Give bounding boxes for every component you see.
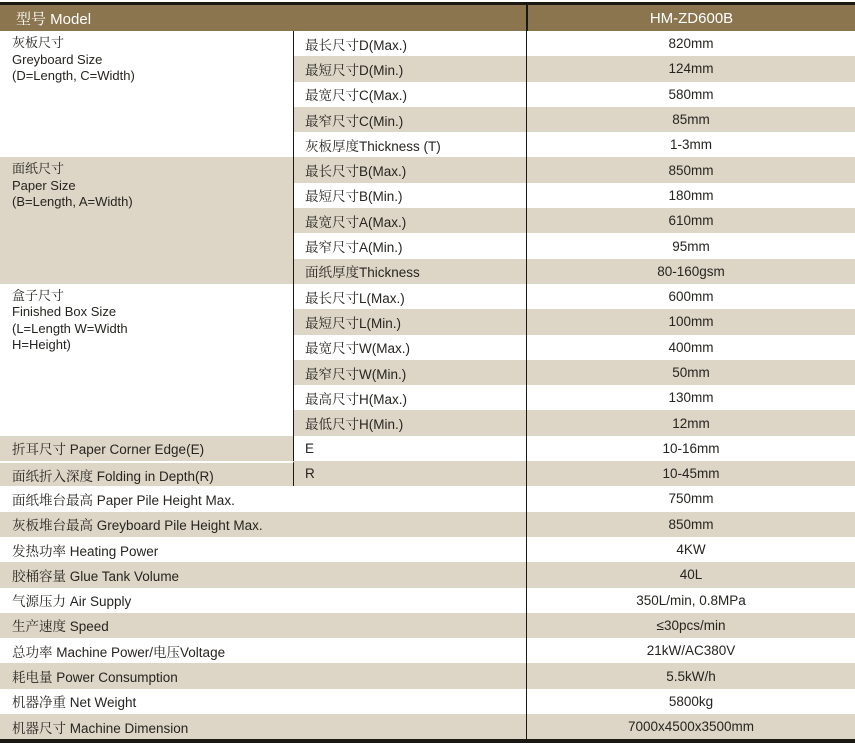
- spec-sheet-page: [0, 2, 855, 745]
- spec-label-cell: 灰板堆台最高 Greyboard Pile Height Max.: [0, 512, 526, 537]
- table-row: [0, 436, 855, 461]
- value-cell: 750mm: [526, 486, 855, 511]
- table-row: [0, 663, 855, 688]
- spec-label-cell: 机器净重 Net Weight: [12, 695, 137, 711]
- value-cell: ≤30pcs/min: [526, 613, 855, 638]
- param-cell: 最短尺寸D(Min.): [294, 56, 526, 81]
- spec-label-cell: 气源压力 Air Supply: [12, 594, 132, 610]
- value-cell: 85mm: [526, 107, 855, 132]
- section-label-cell: 面纸尺寸 Paper Size (B=Length, A=Width): [0, 157, 294, 283]
- value-cell: 50mm: [526, 360, 855, 385]
- value-cell: 1-3mm: [526, 132, 855, 157]
- param-cell: 面纸厚度Thickness: [294, 259, 526, 284]
- spec-label-cell: 面纸堆台最高 Paper Pile Height Max.: [12, 492, 235, 508]
- spec-label-cell: 总功率 Machine Power/电压Voltage: [12, 644, 226, 660]
- param-cell: 最窄尺寸A(Min.): [305, 240, 403, 256]
- value-cell: 10-16mm: [526, 436, 855, 461]
- value-cell: 850mm: [526, 157, 855, 182]
- spec-label-cell: 机器尺寸 Machine Dimension: [0, 714, 526, 739]
- model-number-value: HM-ZD600B: [526, 5, 855, 31]
- value-cell: 130mm: [526, 385, 855, 410]
- param-cell: 最宽尺寸W(Max.): [305, 341, 410, 357]
- section-label-cell: 灰板尺寸 Greyboard Size (D=Length, C=Width): [0, 31, 294, 157]
- value-cell: 80-160gsm: [526, 259, 855, 284]
- param-cell: 最窄尺寸W(Min.): [294, 360, 526, 385]
- value-cell: 7000x4500x3500mm: [526, 714, 855, 739]
- value-cell: 95mm: [526, 233, 855, 258]
- table-header-row: [0, 5, 855, 31]
- value-cell: 610mm: [526, 208, 855, 233]
- value-cell: 10-45mm: [526, 461, 855, 486]
- value-cell: 5800kg: [526, 689, 855, 714]
- specification-table: [0, 5, 855, 739]
- value-cell: 850mm: [526, 512, 855, 537]
- table-row: [0, 512, 855, 537]
- table-row: [0, 613, 855, 638]
- value-cell: 124mm: [526, 56, 855, 81]
- value-cell: 12mm: [526, 410, 855, 435]
- param-cell: 最宽尺寸C(Max.): [305, 88, 407, 104]
- table-row: [0, 689, 855, 714]
- table-row: [0, 638, 855, 663]
- param-cell: 最宽尺寸A(Max.): [294, 208, 526, 233]
- value-cell: 820mm: [526, 31, 855, 56]
- table-row: [0, 562, 855, 587]
- param-cell: 灰板厚度Thickness (T): [305, 138, 441, 154]
- value-cell: 180mm: [526, 183, 855, 208]
- spec-label-cell: 生产速度 Speed: [0, 613, 526, 638]
- spec-table-body: [0, 5, 855, 739]
- value-cell: 21kW/AC380V: [526, 638, 855, 663]
- param-cell: 最长尺寸L(Max.): [305, 290, 405, 306]
- table-row: [0, 461, 855, 486]
- param-cell: 最长尺寸B(Max.): [294, 157, 526, 182]
- param-cell: 最短尺寸B(Min.): [305, 189, 403, 205]
- table-row: [0, 157, 855, 182]
- spec-label-cell: 耗电量 Power Consumption: [0, 663, 526, 688]
- param-cell: 最低尺寸H(Min.): [294, 410, 526, 435]
- model-header-label: 型号 Model: [0, 5, 526, 31]
- table-row: [0, 486, 855, 511]
- value-cell: 40L: [526, 562, 855, 587]
- param-cell: 最短尺寸L(Min.): [294, 309, 526, 334]
- value-cell: 350L/min, 0.8MPa: [526, 588, 855, 613]
- table-row: [0, 31, 855, 56]
- value-cell: 400mm: [526, 335, 855, 360]
- corner-label-cell: 面纸折入深度 Folding in Depth(R): [0, 461, 294, 486]
- param-cell: R: [294, 461, 526, 486]
- table-row: [0, 588, 855, 613]
- table-row: [0, 284, 855, 309]
- value-cell: 100mm: [526, 309, 855, 334]
- table-row: [0, 537, 855, 562]
- value-cell: 600mm: [526, 284, 855, 309]
- corner-label-cell: 折耳尺寸 Paper Corner Edge(E): [0, 436, 294, 461]
- value-cell: 4KW: [526, 537, 855, 562]
- value-cell: 5.5kW/h: [526, 663, 855, 688]
- param-cell: E: [305, 440, 315, 456]
- param-cell: 最长尺寸D(Max.): [305, 37, 407, 53]
- spec-label-cell: 发热功率 Heating Power: [12, 543, 159, 559]
- table-row: [0, 714, 855, 739]
- param-cell: 最高尺寸H(Max.): [305, 391, 407, 407]
- value-cell: 580mm: [526, 82, 855, 107]
- param-cell: 最窄尺寸C(Min.): [294, 107, 526, 132]
- spec-label-cell: 胶桶容量 Glue Tank Volume: [0, 562, 526, 587]
- section-label-cell: 盒子尺寸 Finished Box Size (L=Length W=Width H=Height): [0, 284, 294, 436]
